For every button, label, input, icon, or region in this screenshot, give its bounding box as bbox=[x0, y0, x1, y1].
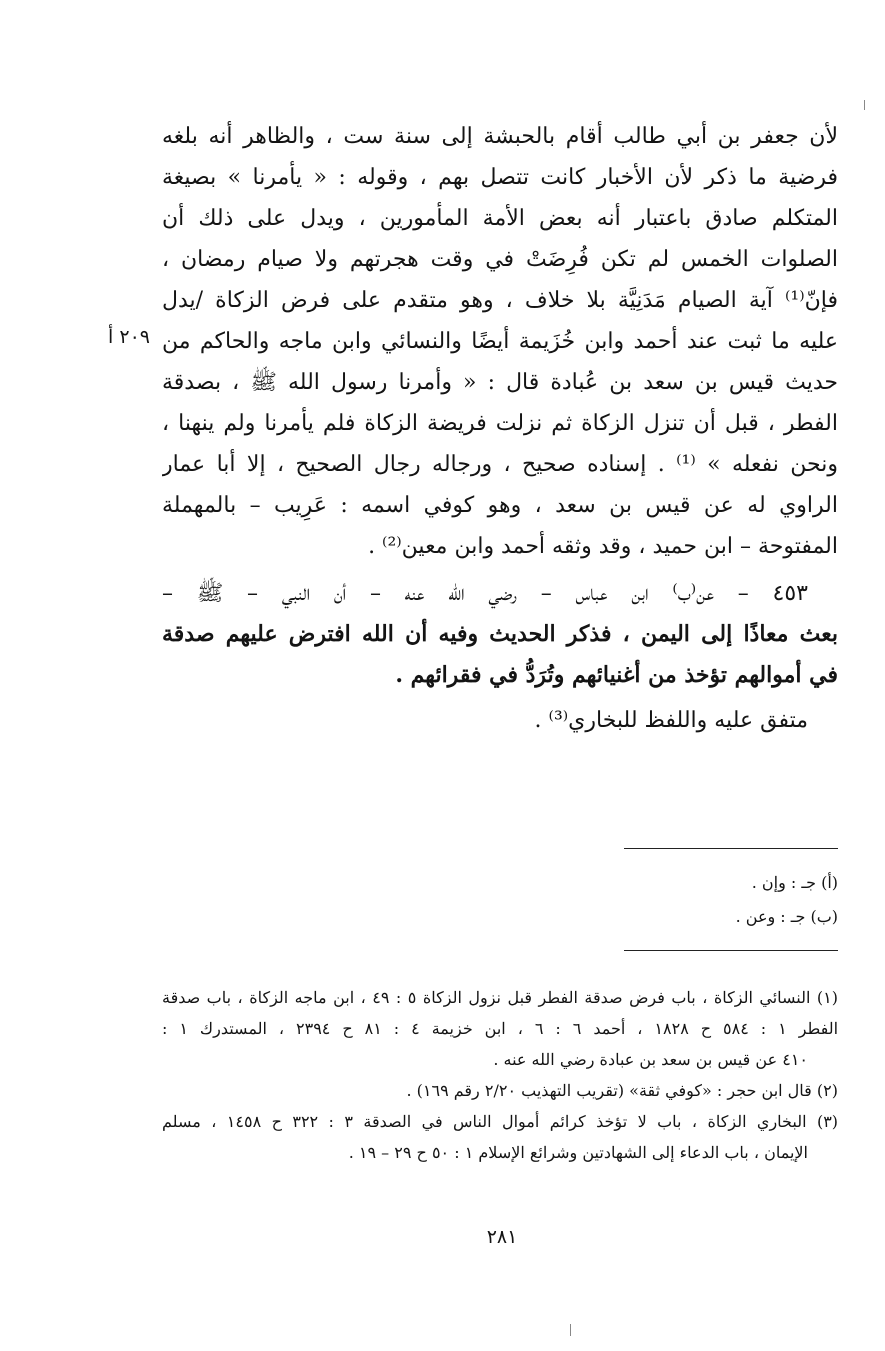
text-line: لأن جعفر بن أبي طالب أقام بالحبشة إلى سنة ست ، والظاهر أنه بلغه bbox=[162, 124, 838, 149]
scan-mark bbox=[864, 100, 865, 110]
text-line: الصلوات الخمس لم تكن فُرِضَتْ في وقت هجرتهم ولا صيام رمضان ، bbox=[162, 247, 838, 272]
footnote-line: (١) النسائي الزكاة ، باب فرض صدقة الفطر قبل نزول الزكاة ٥ : ٤٩ ، ابن ماجه الزكاة ، باب صدقة bbox=[162, 988, 838, 1007]
footnote bbox=[162, 1106, 838, 1168]
footnote bbox=[162, 1075, 838, 1106]
text-line: فرضية ما ذكر لأن الأخبار كانت تتصل بهم ، وقوله : « يأمرنا » بصيغة bbox=[162, 165, 838, 190]
manuscript-folio-ref: ٢٠٩ أ bbox=[108, 326, 150, 348]
footnote-line: الإيمان ، باب الدعاء إلى الشهادتين وشرائع الإسلام ١ : ٥٠ ح ٢٩ – ١٩ . bbox=[348, 1143, 808, 1162]
divider-rule bbox=[624, 848, 838, 849]
divider-rule bbox=[624, 950, 838, 951]
variant-note: (ب) جـ : وعن . bbox=[735, 907, 838, 926]
hadith-source: متفق عليه واللفظ للبخاري⁽³⁾ . bbox=[534, 708, 808, 733]
text-line: عليه ما ثبت عند أحمد وابن خُزَيمة أيضًا والنسائي وابن ماجه والحاكم من bbox=[162, 329, 838, 354]
hadith-block bbox=[162, 573, 838, 696]
hadith-text-line: بعث معاذًا إلى اليمن ، فذكر الحديث وفيه أن الله افترض عليهم صدقة bbox=[162, 621, 838, 647]
text-line: فإنّ⁽¹⁾ آية الصيام مَدَنِيَّة بلا خلاف ، وهو متقدم على فرض الزكاة /يدل bbox=[162, 288, 838, 313]
scan-mark bbox=[570, 1324, 571, 1336]
hadith-text-line: في أموالهم تؤخذ من أغنيائهم وتُرَدُّ في فقرائهم . bbox=[395, 662, 838, 688]
text-line: المفتوحة – ابن حميد ، وقد وثقه أحمد وابن معين⁽²⁾ . bbox=[368, 534, 838, 559]
footnote bbox=[162, 982, 838, 1075]
commentary-paragraph bbox=[162, 116, 838, 567]
page-number: ٢٨١ bbox=[486, 1226, 518, 1248]
text-line: الفطر ، قبل أن تنزل الزكاة ثم نزلت فريضة الزكاة فلم يأمرنا ولم ينهنا ، bbox=[162, 411, 838, 436]
text-line: المتكلم صادق باعتبار أنه بعض الأمة المأمورين ، ويدل على ذلك أن bbox=[162, 206, 838, 231]
footnote-line: الفطر ١ : ٥٨٤ ح ١٨٢٨ ، أحمد ٦ : ٦ ، ابن خزيمة ٤ : ٨١ ح ٢٣٩٤ ، المستدرك ١ : bbox=[162, 1019, 838, 1038]
text-line: ونحن نفعله » ⁽¹⁾ . إسناده صحيح ، ورجاله رجال الصحيح ، إلا أبا عمار bbox=[162, 452, 838, 477]
footnote-line: (٣) البخاري الزكاة ، باب لا تؤخذ كرائم أموال الناس في الصدقة ٣ : ٣٢٢ ح ١٤٥٨ ، مسلم bbox=[162, 1112, 838, 1131]
main-text bbox=[162, 116, 838, 741]
text-line: الراوي له عن قيس بن سعد ، وهو كوفي اسمه : عَرِيب – بالمهملة bbox=[162, 493, 838, 518]
variant-note: (أ) جـ : وإن . bbox=[751, 873, 838, 892]
hadith-intro: ٤٥٣ – عن⁽ب⁾ ابن عباس – رضي الله عنه – أن النبي – ﷺ – bbox=[162, 581, 808, 606]
footnote-line: (٢) قال ابن حجر : «كوفي ثقة» (تقريب التهذيب ٢/٢٠ رقم ١٦٩) . bbox=[406, 1081, 838, 1100]
footnote-line: ٤١٠ عن قيس بن سعد بن عبادة رضي الله عنه . bbox=[493, 1050, 808, 1069]
footnotes bbox=[162, 982, 838, 1168]
text-line: حديث قيس بن سعد بن عُبادة قال : « وأمرنا رسول الله ﷺ ، بصدقة bbox=[162, 370, 838, 395]
variant-notes bbox=[162, 866, 838, 934]
